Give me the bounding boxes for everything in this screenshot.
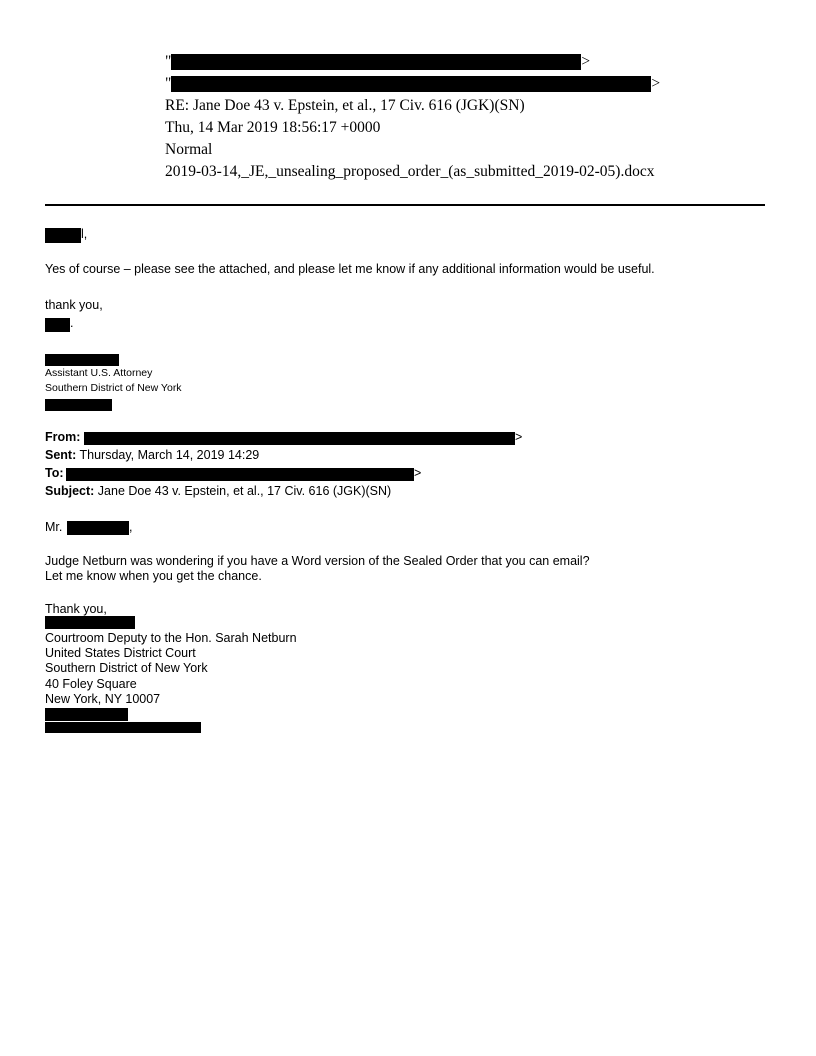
date-value: Thu, 14 Mar 2019 18:56:17 +0000	[165, 119, 381, 136]
redaction-box	[45, 354, 119, 366]
redaction-box	[45, 708, 128, 721]
fwd-sig-line1: Courtroom Deputy to the Hon. Sarah Netburn	[45, 631, 297, 645]
fwd-sig-line5: New York, NY 10007	[45, 692, 161, 706]
to-open-quote: "	[165, 75, 172, 92]
redaction-box	[84, 432, 515, 445]
fwd-subject-row	[45, 484, 391, 498]
fwd-sig-line4: 40 Foley Square	[45, 677, 137, 691]
redaction-box	[66, 468, 414, 481]
fwd-subject-value: Jane Doe 43 v. Epstein, et al., 17 Civ. 616 (JGK)(SN)	[97, 484, 392, 498]
redaction-box	[45, 399, 112, 411]
fwd-sig-line3: Southern District of New York	[45, 661, 208, 675]
fwd-from-close: >	[515, 430, 523, 444]
attachments-value[interactable]: 2019-03-14,_JE,_unsealing_proposed_order_(as_submitted_2019-02-05).docx	[165, 163, 655, 180]
redaction-box	[45, 616, 135, 629]
fwd-salutation: Mr.	[45, 520, 63, 534]
fwd-sent-value: Thursday, March 14, 2019 14:29	[79, 448, 260, 462]
fwd-sig-line2: United States District Court	[45, 646, 196, 660]
reply-closing: thank you,	[45, 298, 103, 312]
from-close: >	[581, 53, 591, 70]
from-open-quote: "	[165, 53, 172, 70]
redaction-box	[45, 228, 81, 243]
fwd-salutation-suffix: ,	[129, 520, 133, 534]
redaction-box	[171, 76, 651, 92]
to-value	[165, 74, 660, 94]
fwd-sent-row	[45, 448, 259, 462]
redaction-box	[45, 722, 201, 733]
importance-value: Normal	[165, 141, 213, 158]
reply-body: Yes of course – please see the attached, and please let me know if any additional information would be useful.	[45, 262, 655, 276]
fwd-to-close: >	[414, 466, 422, 480]
to-close: >	[651, 75, 661, 92]
initials-suffix: .	[70, 316, 74, 330]
fwd-subject-label: Subject:	[45, 484, 95, 498]
fwd-body-line1: Judge Netburn was wondering if you have a Word version of the Sealed Order that you can email?	[45, 554, 590, 568]
redaction-box	[171, 54, 581, 70]
header-divider	[45, 204, 765, 206]
fwd-closing: Thank you,	[45, 602, 107, 616]
fwd-sent-label: Sent:	[45, 448, 77, 462]
fwd-from-row	[45, 430, 80, 444]
signature-office: Southern District of New York	[45, 382, 182, 394]
signature-title: Assistant U.S. Attorney	[45, 367, 153, 379]
from-value	[165, 52, 590, 72]
subject-value: RE: Jane Doe 43 v. Epstein, et al., 17 Civ. 616 (JGK)(SN)	[165, 97, 525, 114]
redaction-box	[45, 318, 70, 332]
fwd-to-label: To:	[45, 466, 64, 480]
fwd-from-label: From:	[45, 430, 81, 444]
fwd-to-row	[45, 466, 64, 480]
greeting-suffix: l,	[81, 227, 88, 241]
fwd-body-line2: Let me know when you get the chance.	[45, 569, 262, 583]
redaction-box	[67, 521, 129, 535]
